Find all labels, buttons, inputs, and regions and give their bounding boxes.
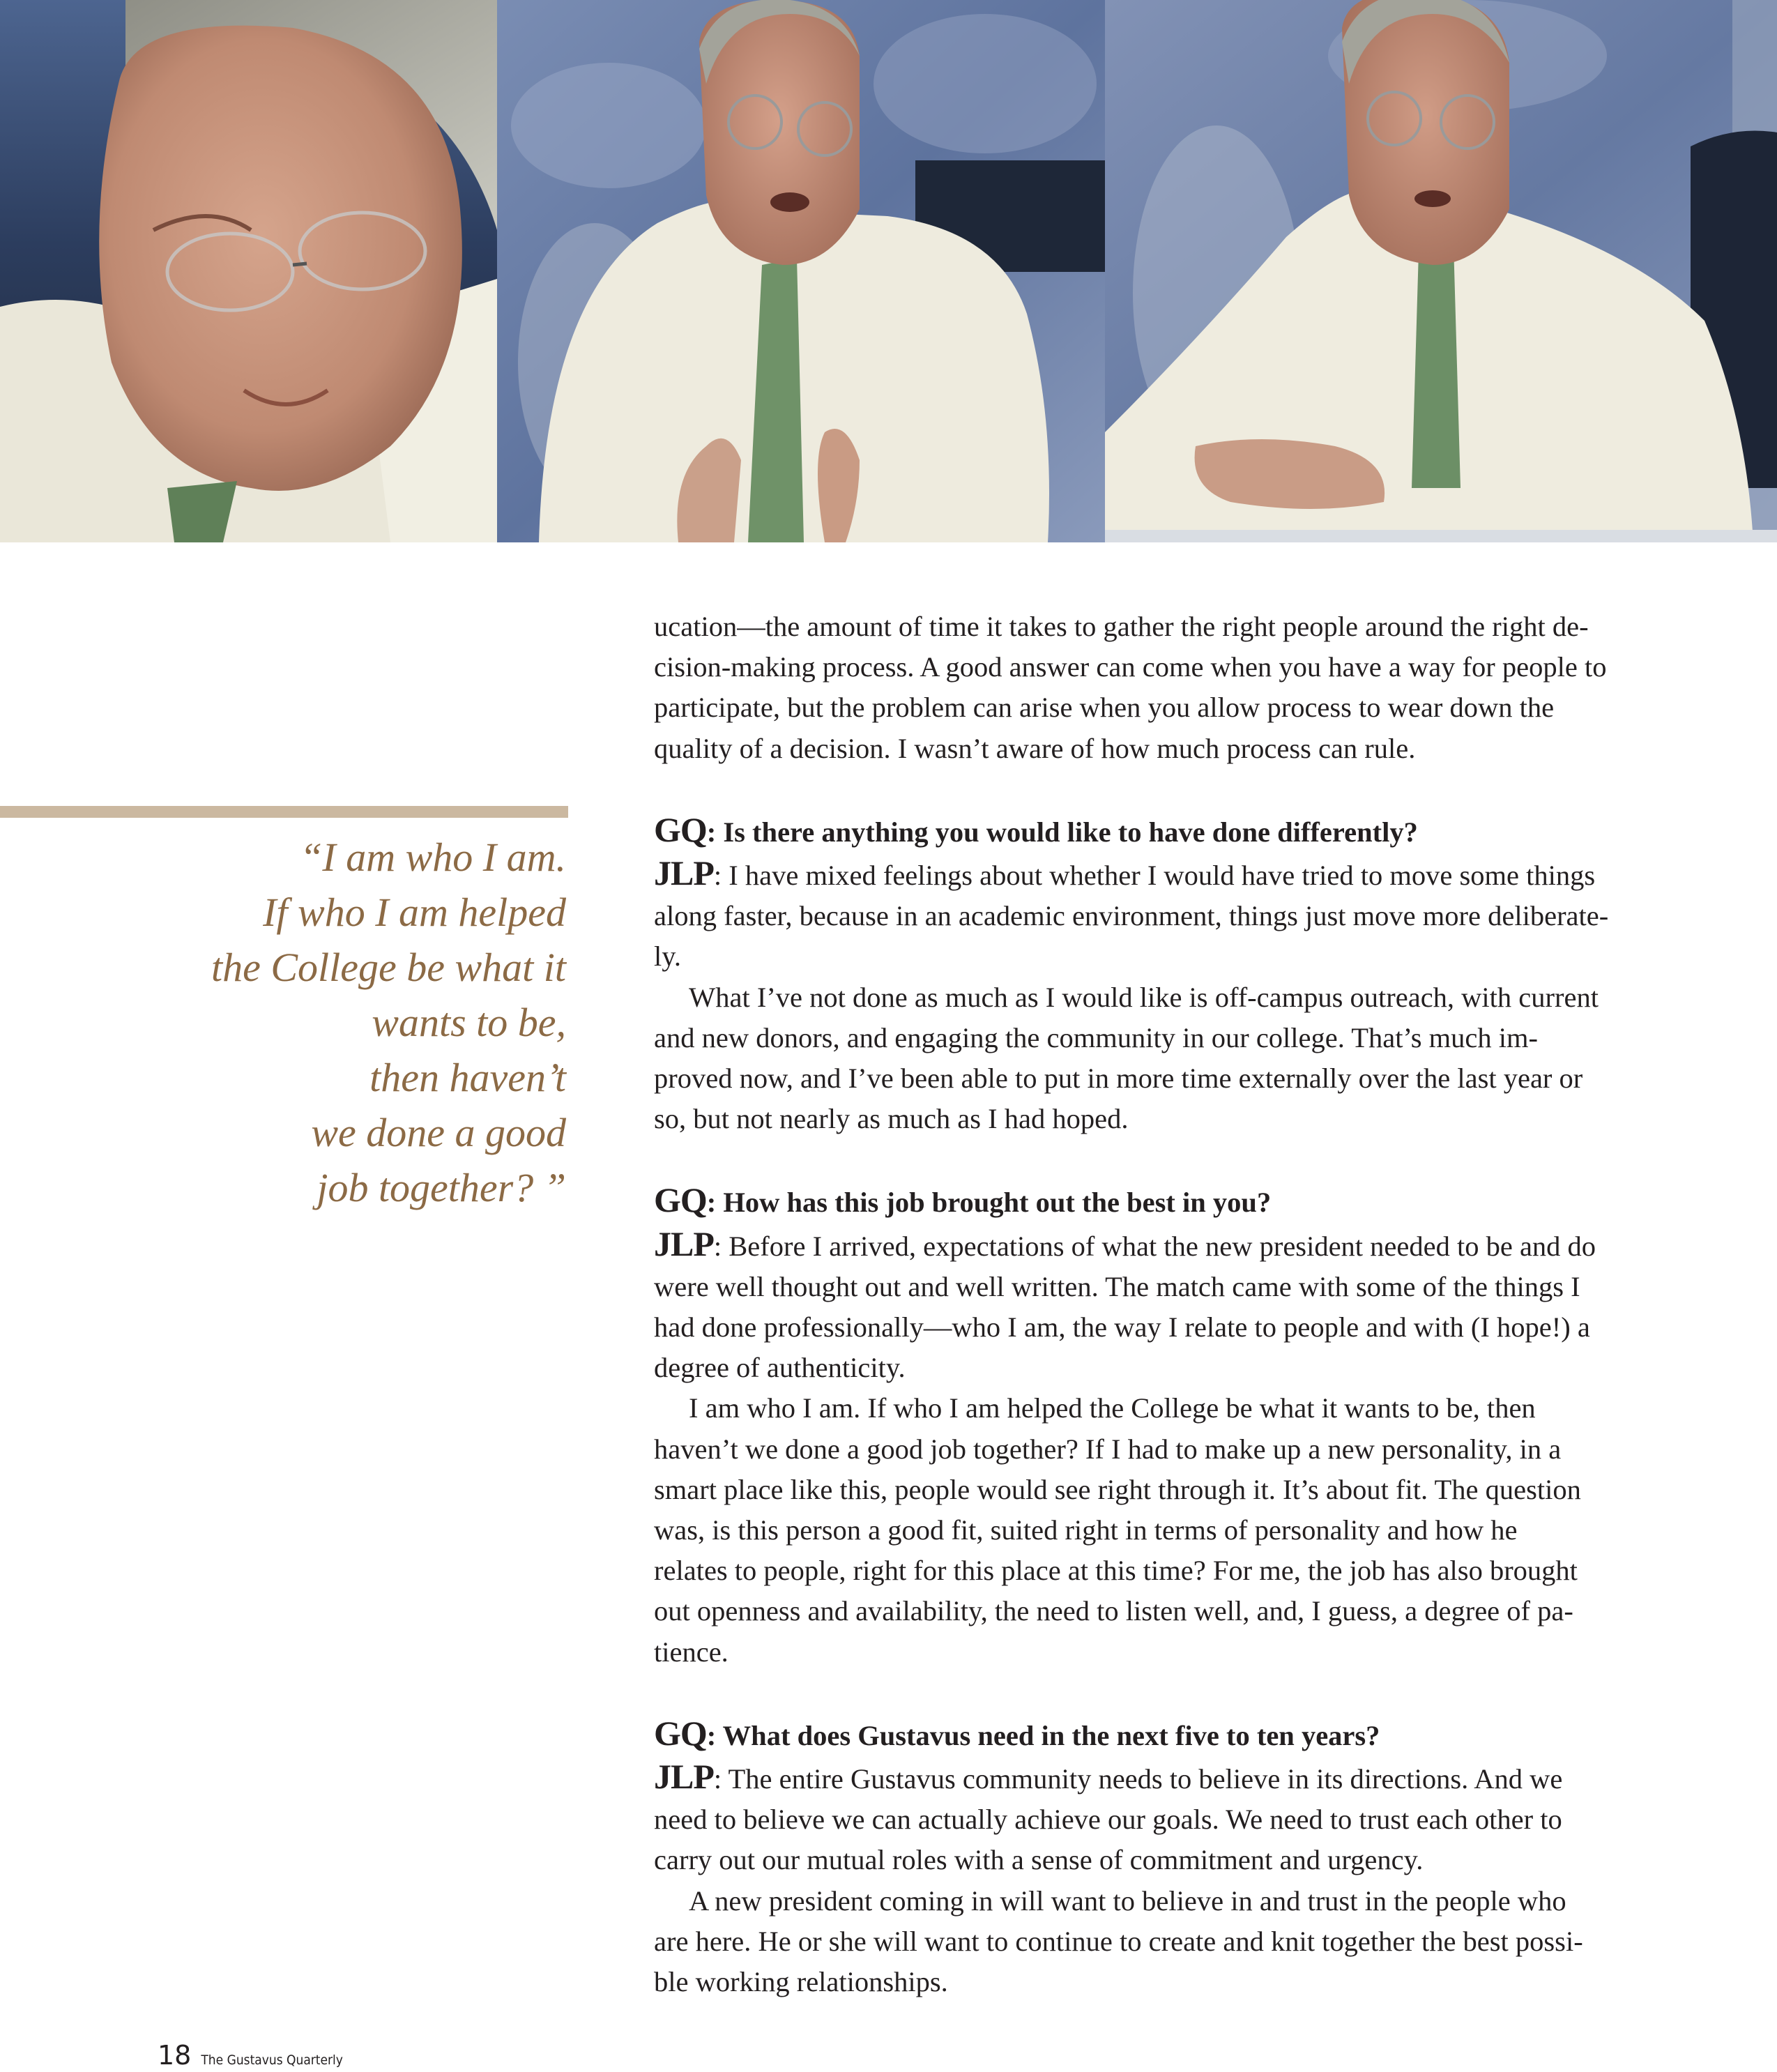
pull-quote-rule <box>0 806 568 818</box>
text-line: relates to people, right for this place at this time? For me, the job has also brought <box>654 1555 1578 1587</box>
text-line: A new president coming in will want to believe in and trust in the people who <box>689 1884 1566 1917</box>
photo-hand-on-table <box>1105 0 1777 542</box>
text-line: need to believe we can actually achieve our goals. We need to trust each other to <box>654 1804 1562 1836</box>
text-line: were well thought out and well written. The match came with some of the things I <box>654 1270 1580 1302</box>
answer-text: : Before I arrived, expectations of what the new president needed to be and do <box>713 1230 1596 1262</box>
question-label: GQ <box>654 1713 707 1753</box>
text-line: quality of a decision. I wasn’t aware of how much process can rule. <box>654 732 1416 764</box>
spacer <box>654 769 1626 809</box>
portrait-photo-icon <box>497 0 1105 542</box>
pull-quote-line: job together? ” <box>316 1165 566 1210</box>
answer-paragraph <box>654 1881 1626 2003</box>
answer-text: : I have mixed feelings about whether I would have tried to move some things <box>713 860 1596 892</box>
text-line: What I’ve not done as much as I would like is off-campus outreach, with current <box>689 981 1599 1013</box>
text-line: along faster, because in an academic environment, things just move more deliberate- <box>654 900 1609 932</box>
qa-block <box>654 809 1626 1140</box>
answer <box>654 1756 1626 1881</box>
answer-label: JLP <box>654 1757 714 1797</box>
photo-speaking-hands <box>497 0 1105 542</box>
photo-strip <box>0 0 1777 542</box>
page-number: 18 <box>158 2040 192 2071</box>
page-footer <box>158 2040 343 2071</box>
pull-quote <box>8 830 566 1215</box>
article-body <box>654 607 1626 2002</box>
text-line: haven’t we done a good job together? If I had to make up a new personality, in a <box>654 1433 1562 1465</box>
qa-block <box>654 1713 1626 2002</box>
answer-label: JLP <box>654 853 714 893</box>
text-line: ucation—the amount of time it takes to gather the right people around the right de- <box>654 611 1589 642</box>
spacer <box>654 1139 1626 1180</box>
text-line: tience. <box>654 1636 729 1668</box>
answer-paragraph <box>654 977 1626 1140</box>
text-line: proved now, and I’ve been able to put in more time externally over the last year or <box>654 1062 1583 1095</box>
continuation-paragraph <box>654 607 1626 769</box>
text-line: degree of authenticity. <box>654 1352 906 1384</box>
text-line: are here. He or she will want to continue to create and knit together the best possi- <box>654 1925 1583 1957</box>
publication-name: The Gustavus Quarterly <box>201 2052 343 2068</box>
answer-text: : The entire Gustavus community needs to believe in its directions. And we <box>713 1763 1563 1795</box>
answer <box>654 853 1626 977</box>
question-text: : How has this job brought out the best in you? <box>706 1187 1272 1219</box>
portrait-photo-icon <box>0 0 497 542</box>
question-text: : What does Gustavus need in the next five to ten years? <box>706 1719 1380 1751</box>
portrait-photo-icon <box>1105 0 1777 542</box>
answer-label: JLP <box>654 1224 714 1263</box>
question <box>654 1713 1626 1756</box>
question <box>654 809 1626 853</box>
answer-paragraph <box>654 1388 1626 1672</box>
question-label: GQ <box>654 809 707 849</box>
pull-quote-line: If who I am helped <box>263 890 566 935</box>
pull-quote-line: “I am who I am. <box>300 835 566 880</box>
text-line: ly. <box>654 940 681 973</box>
text-line: I am who I am. If who I am helped the College be what it wants to be, then <box>689 1392 1536 1424</box>
text-line: carry out our mutual roles with a sense of commitment and urgency. <box>654 1844 1424 1876</box>
pull-quote-line: we done a good <box>311 1110 566 1155</box>
qa-block <box>654 1180 1626 1672</box>
question <box>654 1180 1626 1223</box>
text-line: ble working relationships. <box>654 1966 948 1998</box>
question-text: : Is there anything you would like to have done differently? <box>706 816 1418 848</box>
photo-looking-down <box>0 0 497 542</box>
text-line: smart place like this, people would see right through it. It’s about fit. The question <box>654 1473 1581 1505</box>
text-line: was, is this person a good fit, suited right in terms of personality and how he <box>654 1514 1518 1546</box>
text-line: and new donors, and engaging the community in our college. That’s much im- <box>654 1021 1538 1053</box>
text-line: so, but not nearly as much as I had hoped. <box>654 1103 1129 1135</box>
pull-quote-line: wants to be, <box>372 1000 566 1045</box>
question-label: GQ <box>654 1180 707 1220</box>
pull-quote-line: then haven’t <box>369 1055 566 1100</box>
spacer <box>654 1673 1626 1713</box>
text-line: participate, but the problem can arise when you allow process to wear down the <box>654 692 1555 724</box>
pull-quote-line: the College be what it <box>211 945 566 990</box>
text-line: had done professionally—who I am, the way I relate to people and with (I hope!) a <box>654 1311 1590 1343</box>
text-line: cision-making process. A good answer can come when you have a way for people to <box>654 651 1607 683</box>
text-line: out openness and availability, the need to listen well, and, I guess, a degree of pa- <box>654 1595 1573 1627</box>
answer <box>654 1224 1626 1389</box>
